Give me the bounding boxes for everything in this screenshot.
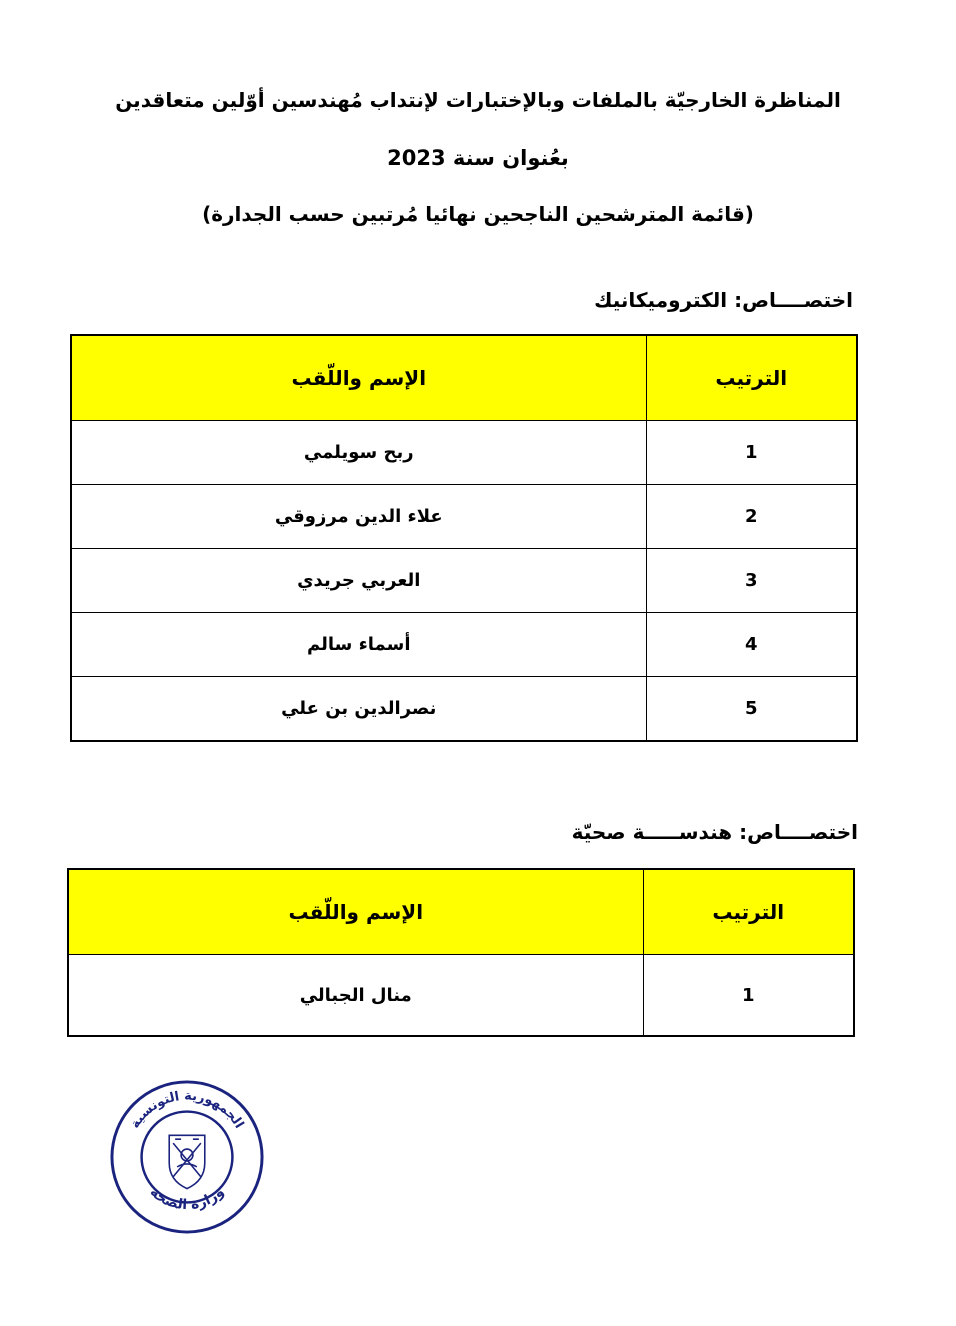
table-header-row bbox=[71, 335, 857, 421]
rank-cell: 2 bbox=[646, 485, 857, 549]
rank-cell: 1 bbox=[646, 421, 857, 485]
rank-cell: 4 bbox=[646, 613, 857, 677]
name-cell: منال الجبالي bbox=[68, 955, 643, 1037]
name-cell: علاء الدين مرزوقي bbox=[71, 485, 646, 549]
name-column-header: الإسم واللّقب bbox=[68, 869, 643, 955]
name-cell: أسماء سالم bbox=[71, 613, 646, 677]
table-row bbox=[68, 955, 854, 1037]
table-row bbox=[71, 549, 857, 613]
document-subtitle: (قائمة المترشحين الناجحين نهائيا مُرتبين حسب الجدارة) bbox=[202, 202, 754, 226]
table-row bbox=[71, 485, 857, 549]
document-year: بعُنوان سنة 2023 bbox=[387, 146, 569, 170]
rank-cell: 5 bbox=[646, 677, 857, 742]
ranking-table-sanitary-engineering bbox=[67, 868, 855, 1037]
name-column-header: الإسم واللّقب bbox=[71, 335, 646, 421]
table-header-row bbox=[68, 869, 854, 955]
specialty-heading-sanitary-engineering: اختصــــاص: هندســـــة صحيّة bbox=[571, 820, 858, 844]
name-cell: نصرالدين بن علي bbox=[71, 677, 646, 742]
rank-column-header: الترتيب bbox=[643, 869, 854, 955]
rank-cell: 1 bbox=[643, 955, 854, 1037]
official-stamp-icon bbox=[108, 1078, 266, 1236]
stamp-text-top: الجمهورية التونسية bbox=[127, 1088, 247, 1132]
stamp-text-bottom: وزارة الصحة bbox=[146, 1183, 228, 1214]
table-row bbox=[71, 677, 857, 742]
coat-of-arms-icon bbox=[169, 1135, 205, 1188]
name-cell: ربح سويلمي bbox=[71, 421, 646, 485]
specialty-heading-electromechanics: اختصــــاص: الكتروميكانيك bbox=[594, 288, 853, 312]
table-row bbox=[71, 613, 857, 677]
document-title: المناظرة الخارجيّة بالملفات وبالإختبارات لإنتداب مُهندسين أوّلين متعاقدين bbox=[115, 88, 841, 112]
name-cell: العربي جريدي bbox=[71, 549, 646, 613]
ranking-table-electromechanics bbox=[70, 334, 858, 742]
table-row bbox=[71, 421, 857, 485]
rank-column-header: الترتيب bbox=[646, 335, 857, 421]
rank-cell: 3 bbox=[646, 549, 857, 613]
